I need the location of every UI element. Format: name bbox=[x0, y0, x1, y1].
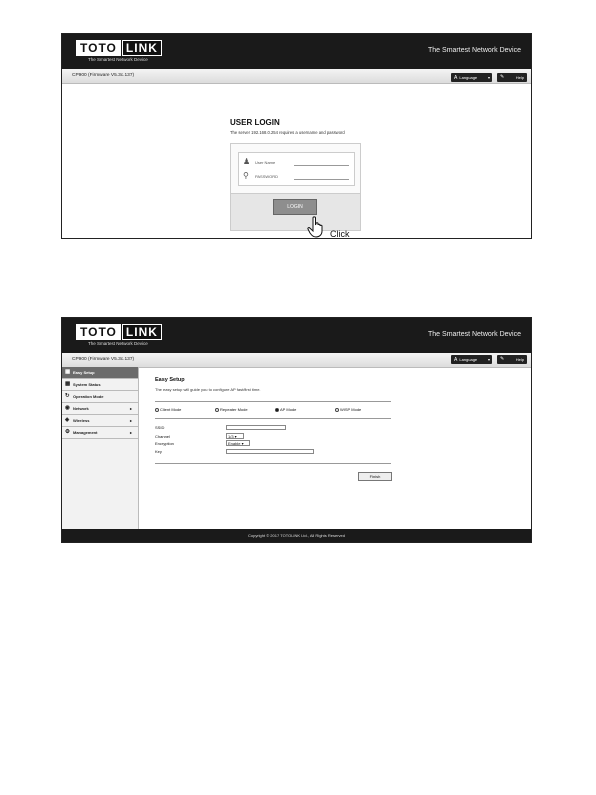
header-bar bbox=[62, 34, 531, 69]
sidebar-item-wireless[interactable] bbox=[62, 415, 138, 427]
mode-selector bbox=[155, 407, 391, 415]
channel-select[interactable]: 1/3 ▾ bbox=[226, 433, 244, 439]
mode-label: AP Mode bbox=[280, 407, 297, 412]
chevron-right-icon: ▸ bbox=[129, 406, 132, 411]
logo-tagline: The Smartest Network Device bbox=[88, 57, 148, 62]
login-card bbox=[230, 143, 361, 231]
username-row bbox=[239, 155, 354, 169]
pointer-hand-icon bbox=[307, 216, 327, 238]
username-label: User Name bbox=[255, 160, 276, 165]
logo-right-text: LINK bbox=[122, 324, 162, 340]
help-button[interactable] bbox=[497, 73, 527, 82]
divider bbox=[155, 463, 391, 464]
easy-setup-screenshot bbox=[61, 317, 532, 543]
radio-button[interactable] bbox=[215, 408, 219, 412]
logo-right-text: LINK bbox=[122, 40, 162, 56]
key-icon: ⚲ bbox=[243, 171, 249, 180]
mode-option-wisp[interactable] bbox=[335, 407, 361, 412]
sidebar-item-label: System Status bbox=[73, 382, 101, 387]
login-button[interactable]: LOGIN bbox=[273, 199, 317, 215]
channel-value: 1/3 bbox=[228, 434, 234, 439]
password-label: PASSWORD bbox=[255, 174, 279, 179]
encryption-select[interactable]: Enable ▾ bbox=[226, 440, 250, 446]
sidebar-item-label: Operation Mode bbox=[73, 394, 104, 399]
credentials-box bbox=[238, 152, 355, 186]
login-heading bbox=[230, 118, 362, 135]
logo bbox=[76, 324, 158, 346]
finish-button[interactable]: Finish bbox=[358, 472, 392, 481]
encryption-value: Enable bbox=[228, 441, 241, 446]
chevron-down-icon: ▾ bbox=[487, 75, 490, 80]
language-icon: A bbox=[454, 75, 458, 81]
footer: Copyright © 2017 TOTOLINK Ltd., All Rights Reserved bbox=[62, 529, 531, 542]
user-icon: ♟ bbox=[243, 157, 251, 166]
key-input[interactable] bbox=[226, 449, 314, 454]
sidebar-item-operation-mode[interactable] bbox=[62, 391, 138, 403]
slogan: The Smartest Network Device bbox=[428, 331, 521, 338]
logo bbox=[76, 40, 158, 62]
chevron-down-icon: ▾ bbox=[487, 357, 490, 362]
gear-icon: ⚙ bbox=[65, 429, 70, 435]
chevron-right-icon: ▸ bbox=[129, 418, 132, 423]
radio-button[interactable] bbox=[335, 408, 339, 412]
sidebar-item-label: Network bbox=[73, 406, 89, 411]
language-button[interactable] bbox=[451, 355, 492, 364]
divider bbox=[155, 418, 391, 419]
logo-tagline: The Smartest Network Device bbox=[88, 341, 148, 346]
sidebar-item-label: Wireless bbox=[73, 418, 90, 423]
chevron-right-icon: ▸ bbox=[129, 430, 132, 435]
globe-icon: ◉ bbox=[65, 405, 70, 411]
mode-icon: ↻ bbox=[65, 393, 70, 399]
logo-left-text: TOTO bbox=[76, 324, 121, 340]
sidebar-item-network[interactable] bbox=[62, 403, 138, 415]
login-subtitle: The server 192.168.0.254 requires a username and password bbox=[230, 130, 345, 135]
mode-option-ap[interactable] bbox=[275, 407, 296, 412]
password-row bbox=[239, 169, 354, 183]
wifi-icon: ◈ bbox=[65, 417, 70, 423]
slogan: The Smartest Network Device bbox=[428, 47, 521, 54]
sidebar-item-system-status[interactable] bbox=[62, 379, 138, 391]
click-caption: Click bbox=[330, 229, 350, 239]
page-title: Easy Setup bbox=[155, 377, 185, 383]
language-label: Language bbox=[459, 75, 478, 80]
language-icon: A bbox=[454, 357, 458, 363]
mode-option-repeater[interactable] bbox=[215, 407, 248, 412]
mode-label: WISP Mode bbox=[340, 407, 362, 412]
monitor-icon: ▩ bbox=[65, 381, 71, 387]
sidebar bbox=[62, 367, 139, 529]
help-icon: ✎ bbox=[500, 356, 505, 362]
sidebar-item-easy-setup[interactable] bbox=[62, 367, 138, 379]
password-input[interactable] bbox=[294, 173, 349, 180]
mode-label: Repeater Mode bbox=[220, 407, 248, 412]
mode-label: Client Mode bbox=[160, 407, 182, 412]
page-description: The easy setup will guide you to configure AP fast/first time. bbox=[155, 387, 261, 392]
help-button[interactable] bbox=[497, 355, 527, 364]
model-label: CP900 (Firmware V5.3c.137) bbox=[72, 357, 135, 362]
header-bar bbox=[62, 318, 531, 353]
radio-button-selected[interactable] bbox=[275, 408, 279, 412]
model-label: CP900 (Firmware V5.3c.137) bbox=[72, 73, 135, 78]
language-label: Language bbox=[459, 357, 478, 362]
username-input[interactable] bbox=[294, 159, 349, 166]
help-icon: ✎ bbox=[500, 74, 505, 80]
sidebar-item-label: Management bbox=[73, 430, 98, 435]
easy-setup-icon: ▦ bbox=[65, 369, 71, 375]
encryption-label: Encryption bbox=[155, 441, 174, 446]
mode-option-client[interactable] bbox=[155, 407, 181, 412]
radio-button[interactable] bbox=[155, 408, 159, 412]
ssid-input[interactable] bbox=[226, 425, 286, 430]
login-screenshot bbox=[61, 33, 532, 239]
easy-setup-panel bbox=[139, 367, 531, 529]
ssid-label: SSID bbox=[155, 425, 165, 430]
key-label: Key bbox=[155, 449, 162, 454]
help-label: Help bbox=[515, 357, 524, 362]
language-button[interactable] bbox=[451, 73, 492, 82]
divider bbox=[155, 401, 391, 402]
help-label: Help bbox=[515, 75, 524, 80]
login-title: USER LOGIN bbox=[230, 118, 280, 127]
login-card-footer bbox=[231, 193, 360, 230]
logo-left-text: TOTO bbox=[76, 40, 121, 56]
sidebar-item-label: Easy Setup bbox=[73, 370, 95, 375]
sidebar-item-management[interactable] bbox=[62, 427, 138, 439]
channel-label: Channel bbox=[155, 434, 170, 439]
